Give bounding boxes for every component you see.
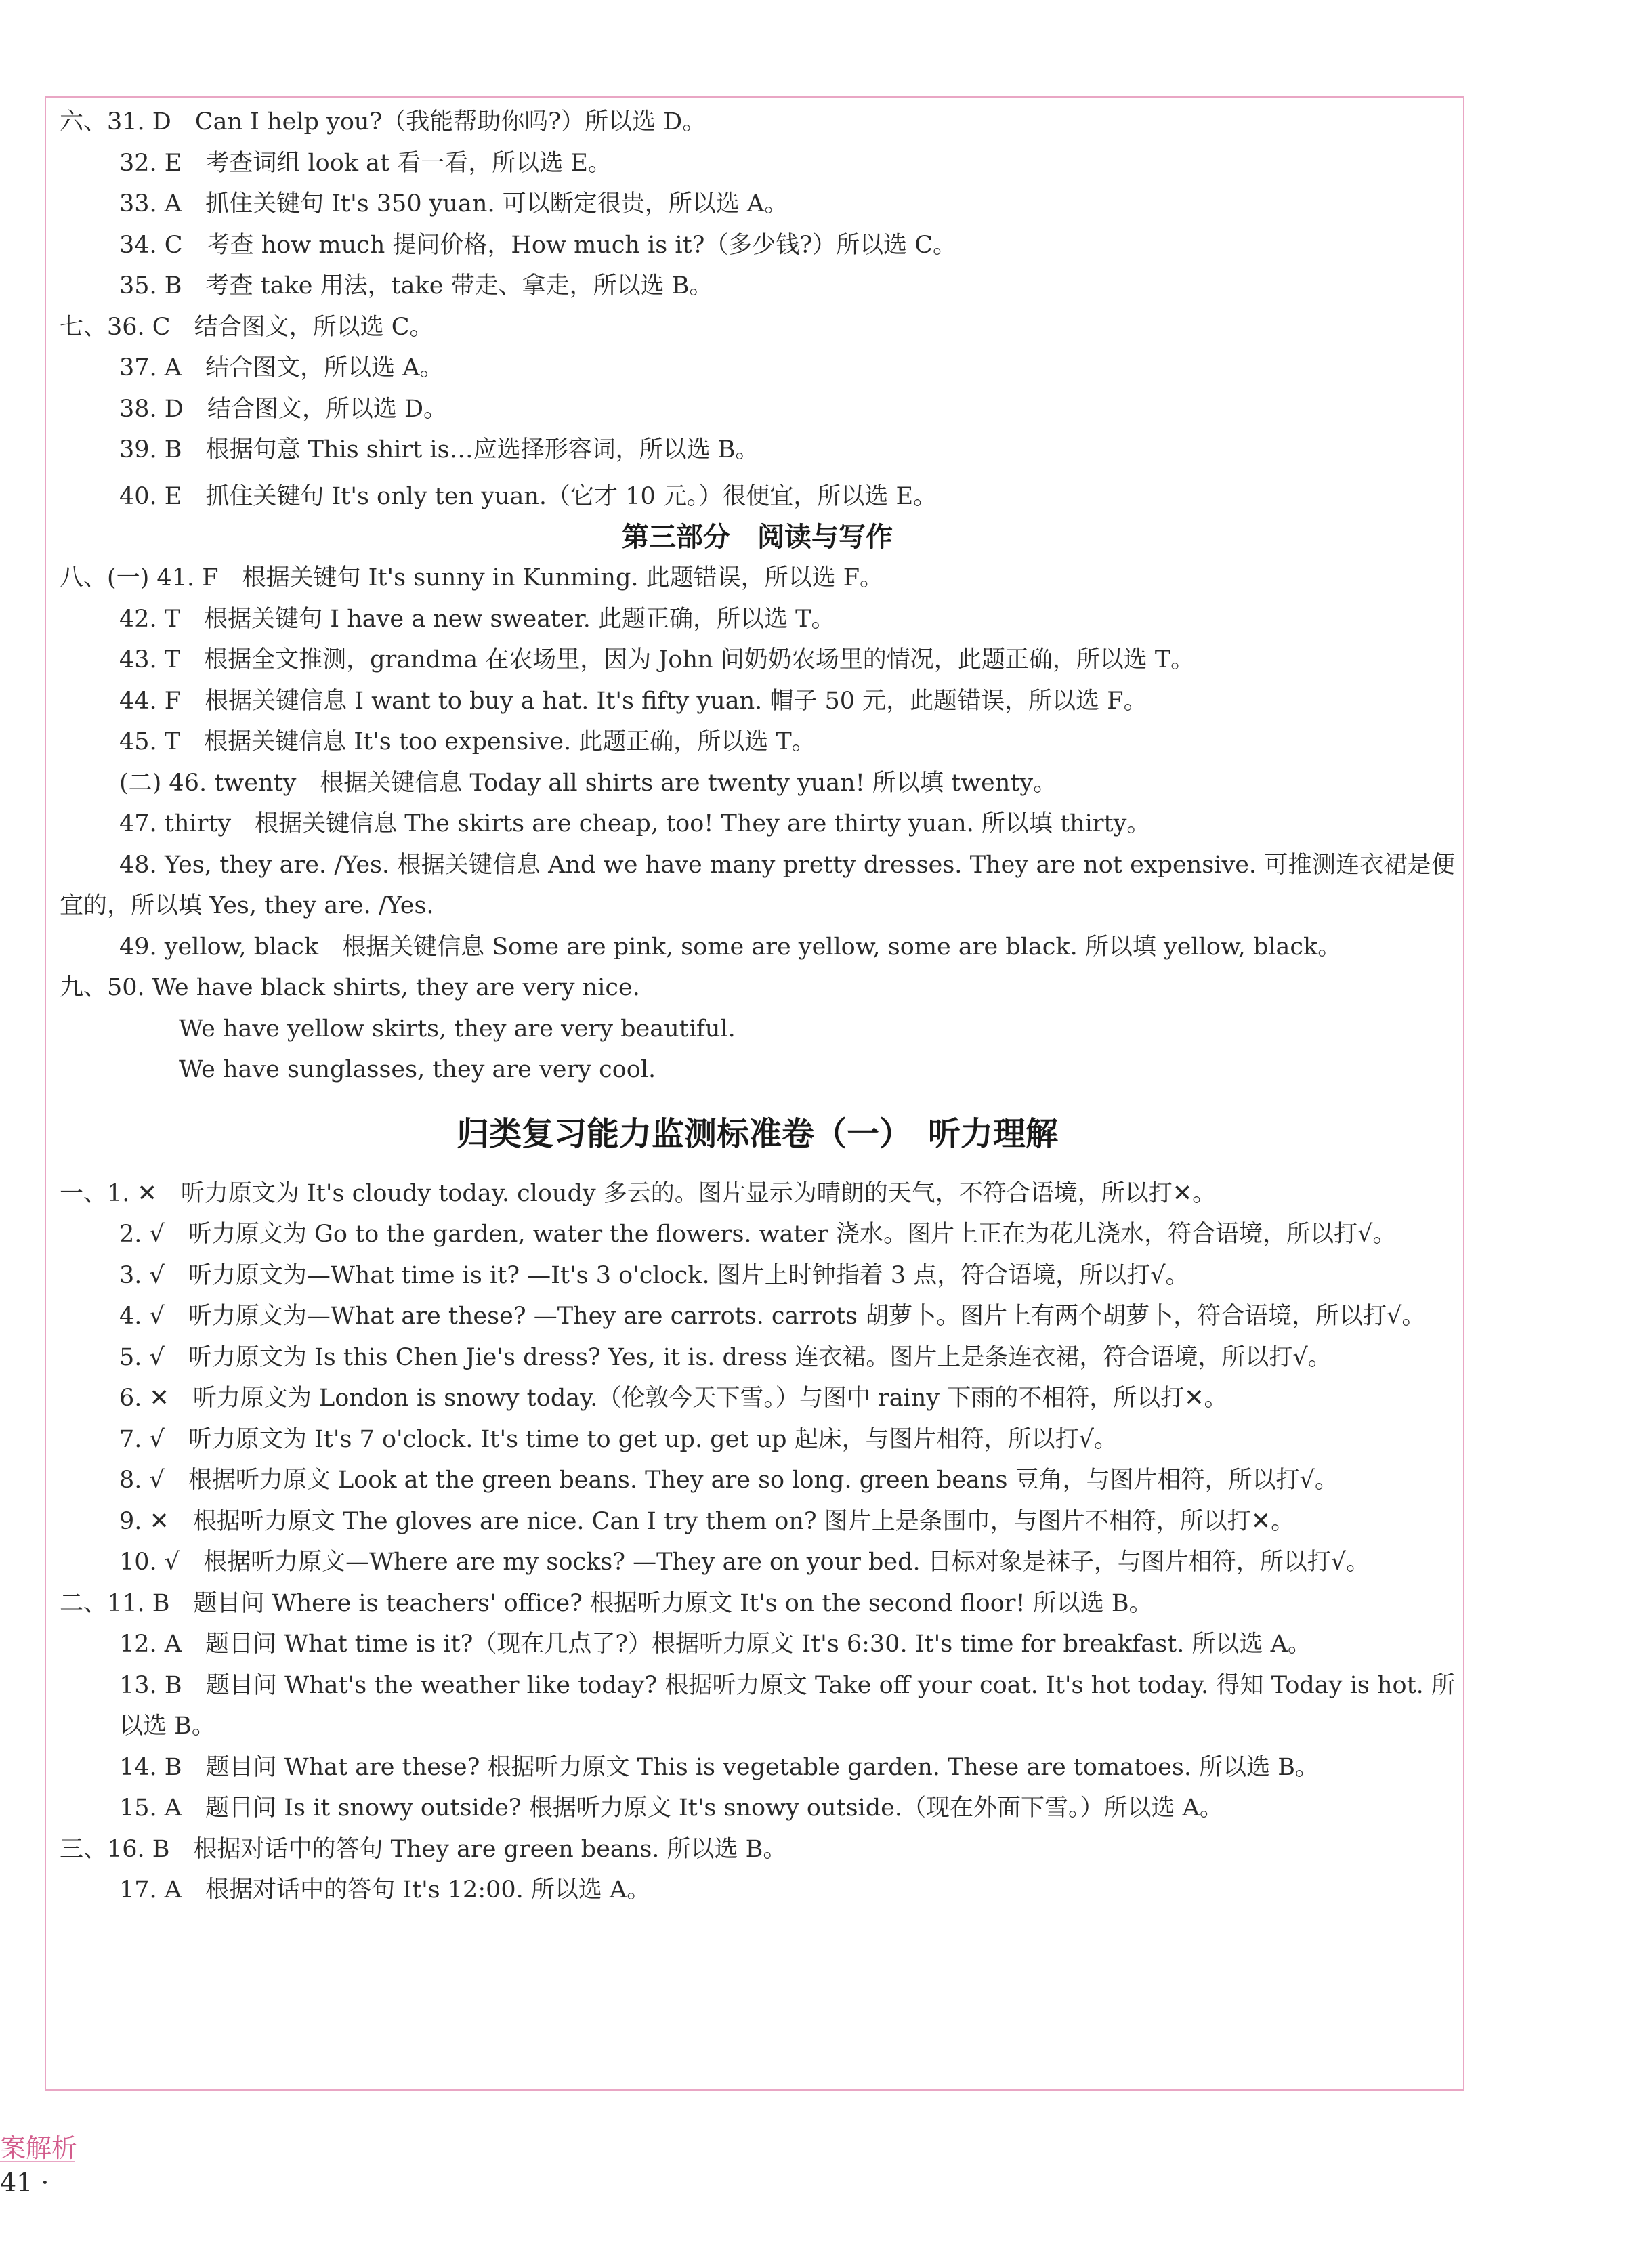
part3-heading: 第三部分 阅读与写作 (622, 522, 893, 553)
answer-line-41: 八、(一) 41. F 根据关键句 It's sunny in Kunming. 此题错误，所以选 F。 (60, 564, 884, 591)
footer-section-label: 案解析 (0, 2133, 78, 2163)
test-line-15: 15. A 题目问 Is it snowy outside? 根据听力原文 It's snowy outside.（现在外面下雪。）所以选 A。 (119, 1794, 1223, 1822)
answer-line-31: 六、31. D Can I help you?（我能帮助你吗?）所以选 D。 (60, 108, 706, 135)
answer-line-34: 34. C 考查 how much 提问价格，How much is it?（多少钱?）所以选 C。 (119, 231, 957, 259)
test-line-2 (60, 1214, 1455, 1255)
answer-line-33: 33. A 抓住关键句 It's 350 yuan. 可以断定很贵，所以选 A。 (119, 190, 788, 217)
footer-divider (0, 2161, 75, 2162)
test-line-10: 10. √ 根据听力原文—Where are my socks? —They are on your bed. 目标对象是袜子，与图片相符，所以打√。 (119, 1549, 1370, 1576)
answer-line-32: 32. E 考查词组 look at 看一看，所以选 E。 (119, 149, 612, 177)
answer-line-46: (二) 46. twenty 根据关键信息 Today all shirts are twenty yuan! 所以填 twenty。 (119, 769, 1057, 797)
test-line-5: 5. √ 听力原文为 Is this Chen Jie's dress? Yes, it is. dress 连衣裙。图片上是条连衣裙，符合语境，所以打√。 (119, 1343, 1332, 1371)
answer-line-40: 40. E 抓住关键句 It's only ten yuan.（它才 10 元。）很便宜，所以选 E。 (119, 482, 937, 510)
answer-line-49: 49. yellow, black 根据关键信息 Some are pink, some are yellow, some are black. 所以填 yellow, black。 (119, 933, 1342, 961)
answer-line-35: 35. B 考查 take 用法，take 带走、拿走，所以选 B。 (119, 272, 713, 299)
answer-line-39: 39. B 根据句意 This shirt is…应选择形容词，所以选 B。 (119, 436, 759, 463)
test-line-14: 14. B 题目问 What are these? 根据听力原文 This is vegetable garden. These are tomatoes. 所以选 B。 (119, 1753, 1319, 1781)
answer-line-36: 七、36. C 结合图文，所以选 C。 (60, 313, 434, 341)
answer-content (60, 102, 1455, 1911)
test-line-3: 3. √ 听力原文为—What time is it? —It's 3 o'clock. 图片上时钟指着 3 点，符合语境，所以打√。 (119, 1261, 1189, 1289)
answer-line-48: 48. Yes, they are. /Yes. 根据关键信息 And we have many pretty dresses. They are not expensive. 可推测连衣裙是便宜的，所以填 Yes, they are. /Yes. (60, 851, 1455, 919)
answer-line-37: 37. A 结合图文，所以选 A。 (119, 354, 444, 381)
test-line-2-text: 2. √ 听力原文为 Go to the garden, water the flowers. water 浇水。图片上正在为花儿浇水，符合语境，所以打√。 (119, 1221, 1397, 1248)
answer-line-42: 42. T 根据关键句 I have a new sweater. 此题正确，所以选 T。 (119, 605, 835, 633)
answer-line-38: 38. D 结合图文，所以选 D。 (119, 395, 448, 423)
test-title: 归类复习能力监测标准卷（一） 听力理解 (456, 1114, 1058, 1153)
answer-line-44: 44. F 根据关键信息 I want to buy a hat. It's fifty yuan. 帽子 50 元，此题错误，所以选 F。 (119, 687, 1147, 715)
test-line-11: 二、11. B 题目问 Where is teachers' office? 根据听力原文 It's on the second floor! 所以选 B。 (60, 1589, 1153, 1617)
test-line-6: 6. ✕ 听力原文为 London is snowy today.（伦敦今天下雪。）与图中 rainy 下雨的不相符，所以打✕。 (119, 1385, 1228, 1412)
answer-line-50c: We have sunglasses, they are very cool. (179, 1056, 656, 1083)
answer-line-43: 43. T 根据全文推测，grandma 在农场里，因为 John 问奶奶农场里的情况，此题正确，所以选 T。 (119, 646, 1195, 673)
answer-line-50: 九、50. We have black shirts, they are very nice. (60, 974, 640, 1001)
test-line-16: 三、16. B 根据对话中的答句 They are green beans. 所以选 B。 (60, 1835, 787, 1863)
answer-line-45: 45. T 根据关键信息 It's too expensive. 此题正确，所以选 T。 (119, 728, 816, 755)
page-number: 41 · (0, 2168, 49, 2198)
test-line-8: 8. √ 根据听力原文 Look at the green beans. They are so long. green beans 豆角，与图片相符，所以打√。 (119, 1467, 1338, 1494)
answer-line-50b: We have yellow skirts, they are very beautiful. (179, 1015, 736, 1043)
test-line-1: 一、1. ✕ 听力原文为 It's cloudy today. cloudy 多云的。图片显示为晴朗的天气，不符合语境，所以打✕。 (60, 1179, 1217, 1207)
test-line-4: 4. √ 听力原文为—What are these? —They are carrots. carrots 胡萝卜。图片上有两个胡萝卜，符合语境，所以打√。 (119, 1303, 1426, 1330)
test-line-12: 12. A 题目问 What time is it?（现在几点了?）根据听力原文 It's 6:30. It's time for breakfast. 所以选 A。 (119, 1631, 1311, 1658)
test-line-13: 13. B 题目问 What's the weather like today? 根据听力原文 Take off your coat. It's hot today. 得知 Today is hot. 所以选 B。 (119, 1671, 1455, 1740)
test-line-17: 17. A 根据对话中的答句 It's 12:00. 所以选 A。 (119, 1876, 651, 1904)
test-line-9: 9. ✕ 根据听力原文 The gloves are nice. Can I try them on? 图片上是条围巾，与图片不相符，所以打✕。 (119, 1507, 1295, 1535)
answer-line-47: 47. thirty 根据关键信息 The skirts are cheap, too! They are thirty yuan. 所以填 thirty。 (119, 810, 1151, 837)
test-line-7: 7. √ 听力原文为 It's 7 o'clock. It's time to get up. get up 起床，与图片相符，所以打√。 (119, 1425, 1118, 1453)
